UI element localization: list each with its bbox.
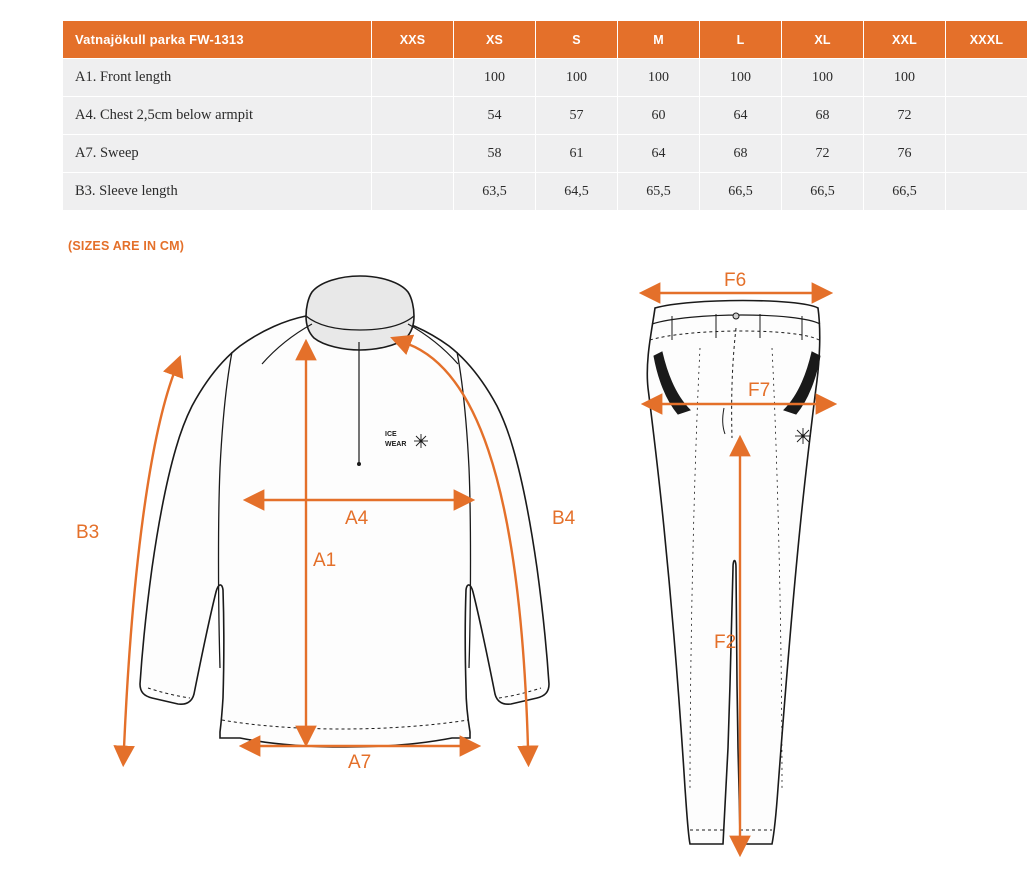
col-header-m: M: [618, 21, 700, 59]
jacket-illustration: [76, 276, 576, 773]
table-row: [63, 135, 1028, 173]
dimension-label-b4: B4: [552, 508, 576, 529]
row-label-a4: A4. Chest 2,5cm below armpit: [63, 97, 372, 135]
size-table-body: [63, 59, 1028, 211]
cell-a1-xxs: [372, 59, 454, 97]
cell-a7-xxxl: [946, 135, 1028, 173]
cell-a4-xxl: 72: [864, 97, 946, 135]
cell-a1-xxxl: [946, 59, 1028, 97]
table-header-row: [63, 21, 1028, 59]
cell-b3-l: 66,5: [700, 173, 782, 211]
col-header-l: L: [700, 21, 782, 59]
cell-a7-s: 61: [536, 135, 618, 173]
col-header-s: S: [536, 21, 618, 59]
col-header-xs: XS: [454, 21, 536, 59]
cell-a4-xxxl: [946, 97, 1028, 135]
jacket-body-outline: [140, 316, 549, 747]
table-row: [63, 173, 1028, 211]
cell-b3-s: 64,5: [536, 173, 618, 211]
cell-a1-xs: 100: [454, 59, 536, 97]
dimension-label-f7: F7: [748, 380, 771, 401]
cell-a7-xxs: [372, 135, 454, 173]
row-label-a7: A7. Sweep: [63, 135, 372, 173]
cell-a7-xxl: 76: [864, 135, 946, 173]
cell-a1-s: 100: [536, 59, 618, 97]
zipper-pull: [357, 462, 361, 466]
row-label-b3: B3. Sleeve length: [63, 173, 372, 211]
pants-illustration: [647, 270, 820, 844]
product-title-cell: Vatnajökull parka FW-1313: [63, 21, 372, 59]
cell-b3-xxl: 66,5: [864, 173, 946, 211]
cell-a4-s: 57: [536, 97, 618, 135]
dimension-label-b3: B3: [76, 522, 100, 543]
cell-a4-xs: 54: [454, 97, 536, 135]
brand-text-line1: ICE: [385, 431, 397, 438]
dimension-label-f6: F6: [724, 270, 747, 291]
units-note: (SIZES ARE IN CM): [68, 239, 185, 253]
cell-b3-xxs: [372, 173, 454, 211]
col-header-xxl: XXL: [864, 21, 946, 59]
brand-text-line2: WEAR: [385, 441, 407, 448]
dimension-label-a1: A1: [313, 550, 337, 571]
dimension-label-a7: A7: [348, 752, 372, 773]
col-header-xl: XL: [782, 21, 864, 59]
cell-a4-xxs: [372, 97, 454, 135]
cell-a4-l: 64: [700, 97, 782, 135]
cell-a7-xl: 72: [782, 135, 864, 173]
row-label-a1: A1. Front length: [63, 59, 372, 97]
waist-button: [733, 313, 739, 319]
cell-a4-xl: 68: [782, 97, 864, 135]
cell-b3-m: 65,5: [618, 173, 700, 211]
dimension-label-a4: A4: [345, 508, 369, 529]
dimension-label-f2: F2: [714, 632, 737, 653]
cell-b3-xl: 66,5: [782, 173, 864, 211]
cell-a1-m: 100: [618, 59, 700, 97]
size-table-head: [63, 21, 1028, 59]
table-row: [63, 59, 1028, 97]
cell-a7-l: 68: [700, 135, 782, 173]
col-header-xxxl: XXXL: [946, 21, 1028, 59]
cell-b3-xs: 63,5: [454, 173, 536, 211]
cell-a4-m: 60: [618, 97, 700, 135]
cell-a1-l: 100: [700, 59, 782, 97]
pants-body-outline: [647, 301, 819, 845]
size-table-container: [62, 20, 1012, 211]
table-row: [63, 97, 1028, 135]
cell-a1-xl: 100: [782, 59, 864, 97]
col-header-xxs: XXS: [372, 21, 454, 59]
garment-diagrams: [0, 268, 1029, 878]
snowflake-icon: [414, 434, 428, 448]
cell-a7-xs: 58: [454, 135, 536, 173]
cell-a7-m: 64: [618, 135, 700, 173]
size-table: [62, 20, 1028, 211]
jacket-collar: [306, 276, 414, 350]
cell-a1-xxl: 100: [864, 59, 946, 97]
snowflake-icon: [795, 428, 811, 444]
cell-b3-xxxl: [946, 173, 1028, 211]
